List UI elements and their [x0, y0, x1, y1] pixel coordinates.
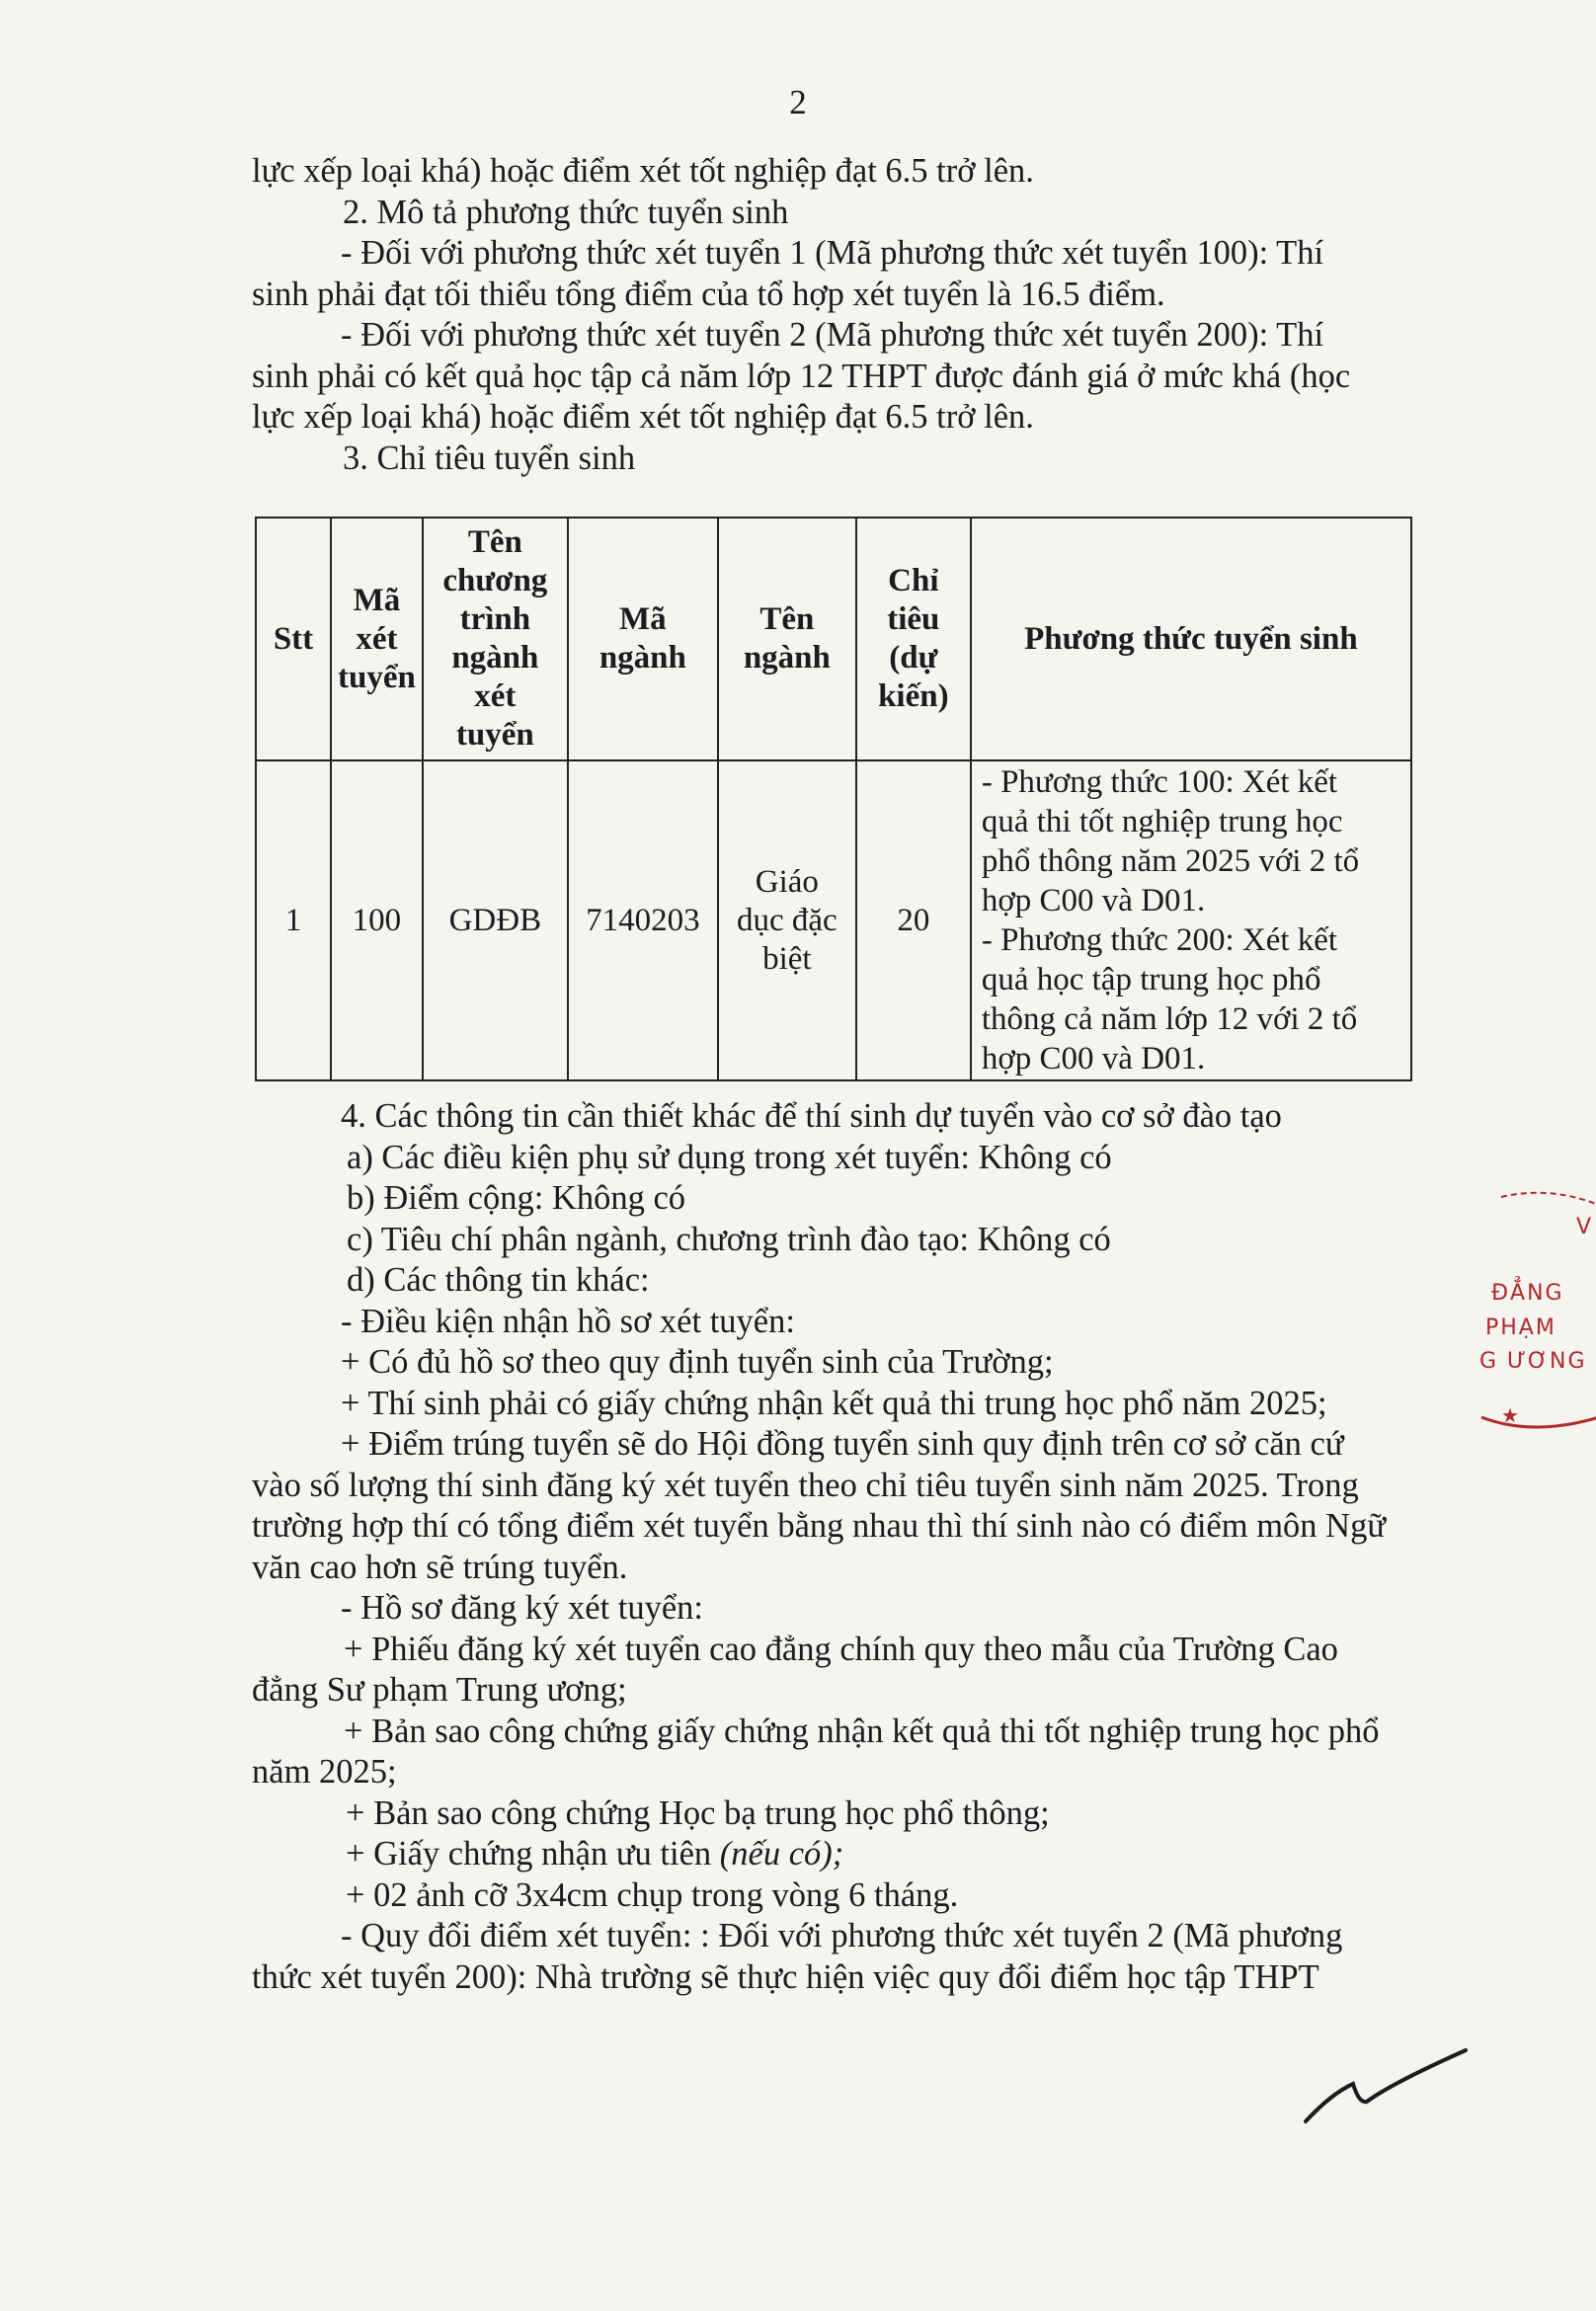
item-c: c) Tiêu chí phân ngành, chương trình đào tạo: Không có — [347, 1220, 1111, 1258]
stamp-text-1: V — [1576, 1215, 1594, 1239]
stamp-text-4: G ƯƠNG — [1479, 1349, 1587, 1374]
paragraph-method-200-line2: sinh phải có kết quả học tập cả năm lớp 12 THPT được đánh giá ở mức khá (học — [252, 357, 1351, 395]
table-header-row — [256, 518, 1411, 760]
item-a: a) Các điều kiện phụ sử dụng trong xét tuyển: Không có — [347, 1138, 1112, 1176]
table-row — [256, 760, 1411, 1080]
header-ma-nganh: Mã ngành — [568, 518, 718, 760]
paragraph-method-100-line2: sinh phải đạt tối thiểu tổng điểm của tổ hợp xét tuyển là 16.5 điểm. — [252, 275, 1165, 313]
item-d: d) Các thông tin khác: — [347, 1261, 650, 1299]
dieu-kien-heading: - Điều kiện nhận hồ sơ xét tuyển: — [341, 1302, 795, 1340]
cell-ma-nganh: 7140203 — [568, 760, 718, 1080]
header-phuong-thuc: Phương thức tuyển sinh — [971, 518, 1411, 760]
dieu-kien-2: + Thí sinh phải có giấy chứng nhận kết quả thi trung học phổ năm 2025; — [341, 1384, 1327, 1422]
signature-mark — [1302, 2044, 1470, 2133]
header-chi-tieu: Chỉ tiêu (dự kiến) — [856, 518, 971, 760]
paragraph-method-200-line3: lực xếp loại khá) hoặc điểm xét tốt nghiệp đạt 6.5 trở lên. — [252, 398, 1034, 436]
dieu-kien-3-line2: vào số lượng thí sinh đăng ký xét tuyển theo chỉ tiêu tuyển sinh năm 2025. Trong — [252, 1466, 1359, 1504]
svg-text:★: ★ — [1501, 1403, 1519, 1427]
header-stt: Stt — [256, 518, 331, 760]
quy-doi-line2: thức xét tuyển 200): Nhà trường sẽ thực hiện việc quy đổi điểm học tập THPT — [252, 1957, 1319, 1996]
page-number: 2 — [789, 83, 807, 121]
cell-ma-xet-tuyen: 100 — [331, 760, 423, 1080]
header-ten-nganh: Tên ngành — [718, 518, 856, 760]
dieu-kien-1: + Có đủ hồ sơ theo quy định tuyển sinh của Trường; — [341, 1343, 1054, 1381]
intro-section — [252, 151, 1415, 479]
ho-so-2-line2: năm 2025; — [252, 1753, 397, 1791]
intro-line: lực xếp loại khá) hoặc điểm xét tốt nghiệp đạt 6.5 trở lên. — [252, 152, 1034, 190]
paragraph-method-100-line1: - Đối với phương thức xét tuyển 1 (Mã phương thức xét tuyển 100): Thí — [341, 234, 1324, 272]
paragraph-method-200-line1: - Đối với phương thức xét tuyển 2 (Mã phương thức xét tuyển 200): Thí — [341, 316, 1324, 354]
dieu-kien-3-line1: + Điểm trúng tuyển sẽ do Hội đồng tuyển sinh quy định trên cơ sở căn cứ — [341, 1425, 1344, 1463]
section-4 — [252, 1096, 1415, 1998]
stamp-text-2: ĐẲNG — [1491, 1281, 1564, 1306]
ho-so-2-line1: + Bản sao công chứng giấy chứng nhận kết quả thi tốt nghiệp trung học phổ — [344, 1712, 1380, 1750]
cell-chi-tieu: 20 — [856, 760, 971, 1080]
heading-3: 3. Chỉ tiêu tuyển sinh — [343, 438, 636, 477]
cell-ten-nganh: Giáo dục đặc biệt — [718, 760, 856, 1080]
cell-ten-chuong-trinh: GDĐB — [423, 760, 568, 1080]
item-b: b) Điểm cộng: Không có — [347, 1179, 686, 1217]
dieu-kien-3-line4: văn cao hơn sẽ trúng tuyển. — [252, 1548, 628, 1586]
stamp-text-3: PHẠM — [1485, 1315, 1556, 1340]
ho-so-1-line1: + Phiếu đăng ký xét tuyển cao đẳng chính quy theo mẫu của Trường Cao — [344, 1630, 1338, 1668]
quy-doi-line1: - Quy đổi điểm xét tuyển: : Đối với phương thức xét tuyển 2 (Mã phương — [341, 1917, 1343, 1954]
heading-4: 4. Các thông tin cần thiết khác để thí sinh dự tuyển vào cơ sở đào tạo — [341, 1097, 1282, 1135]
header-ten-chuong-trinh: Tên chương trình ngành xét tuyển — [423, 518, 568, 760]
ho-so-1-line2: đẳng Sư phạm Trung ương; — [252, 1671, 627, 1709]
red-seal-stamp — [1472, 1185, 1596, 1481]
header-ma-xet-tuyen: Mã xét tuyển — [331, 518, 423, 760]
heading-2: 2. Mô tả phương thức tuyển sinh — [343, 193, 789, 231]
ho-so-5: + 02 ảnh cỡ 3x4cm chụp trong vòng 6 tháng. — [346, 1875, 959, 1914]
quota-table — [255, 517, 1412, 1081]
cell-stt: 1 — [256, 760, 331, 1080]
ho-so-heading: - Hồ sơ đăng ký xét tuyển: — [341, 1589, 704, 1627]
ho-so-4: + Giấy chứng nhận ưu tiên (nếu có); — [346, 1835, 844, 1873]
ho-so-3: + Bản sao công chứng Học bạ trung học phổ thông; — [346, 1793, 1050, 1832]
dieu-kien-3-line3: trường hợp thí có tổng điểm xét tuyển bằng nhau thì thí sinh nào có điểm môn Ngữ — [252, 1507, 1387, 1545]
cell-phuong-thuc: - Phương thức 100: Xét kết quả thi tốt nghiệp trung học phổ thông năm 2025 với 2 tổ hợp C00 và D01. - Phương thức 200: Xét kết quả học tập trung học phổ thông cả năm lớp 12 với 2 tổ hợp C00 và D01. — [971, 760, 1411, 1080]
